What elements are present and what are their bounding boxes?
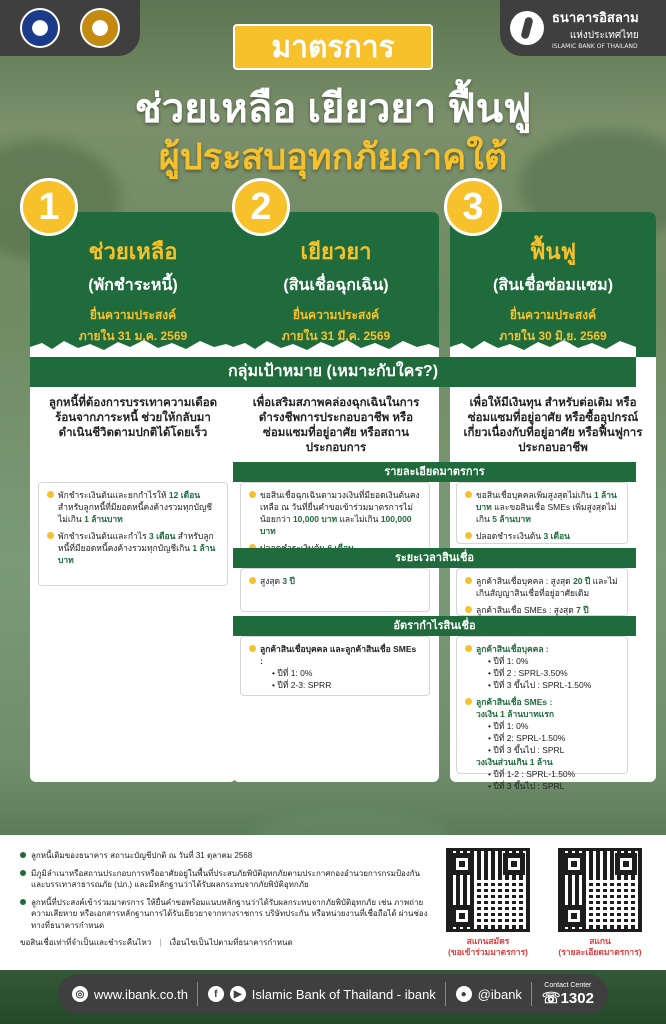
qr-apply[interactable] bbox=[440, 848, 536, 958]
agency-seal-icon bbox=[80, 8, 120, 48]
qr-code-icon[interactable] bbox=[446, 848, 530, 932]
rate-card-recovery bbox=[456, 636, 628, 791]
qr-label: สแกน bbox=[589, 936, 611, 946]
target-text-relief: ลูกหนี้ที่ต้องการบรรเทาความเดือดร้อนจากภาระหนี้ ช่วยให้กลับมาดำเนินชีวิตตามปกติได้โดยเร็ว bbox=[48, 397, 218, 439]
bullet-icon bbox=[47, 532, 54, 539]
target-text-recovery: เพื่อให้มีเงินทุน สำหรับต่อเติม หรือซ่อมแซมที่อยู่อาศัย หรือซื้ออุปกรณ์เกี่ยวเนื่องกับที่อยู่อาศัย หรือฟื้นฟูการประกอบอาชีพ bbox=[463, 397, 643, 454]
detail-item: ขอสินเชื่อบุคคลเพิ่มสูงสุดไม่เกิน 1 ล้านบาท และขอสินเชื่อ SMEs เพิ่มสูงสุดไม่เกิน 5 ล้านบาท bbox=[465, 489, 619, 525]
details-card-remedy bbox=[240, 482, 430, 550]
ministry-seal-icon bbox=[20, 8, 60, 48]
phone-number: ☏1302 bbox=[541, 989, 594, 1007]
details-heading: รายละเอียดมาตรการ bbox=[233, 462, 636, 482]
deadline-label: ยื่นความประสงค์ bbox=[89, 308, 177, 322]
step-number-3: 3 bbox=[444, 178, 502, 236]
disclaimer-borrow: ขอสินเชื่อเท่าที่จำเป็นและชำระคืนไหว bbox=[20, 938, 152, 947]
bullet-icon bbox=[465, 645, 472, 652]
partner-logos bbox=[0, 0, 140, 56]
bullet-icon bbox=[465, 606, 472, 613]
bullet-icon bbox=[20, 899, 26, 905]
divider bbox=[445, 982, 446, 1006]
detail-item: ลูกค้าสินเชื่อ SMEs : วงเงิน 1 ล้านบาทแรก • ปีที่ 1: 0% • ปีที่ 2: SPRL-1.50% • ปีที่ 3 ขึ้นไป : SPRL วงเงินส่วนเกิน 1 ล้าน • ปีที่ 1-2 : SPRL-1.50% • ปีที่ 3 ขึ้นไป : SPRL bbox=[465, 696, 619, 792]
deadline-date: ภายใน 30 มิ.ย. 2569 bbox=[499, 329, 607, 343]
condition-item: ลูกหนี้เดิมของธนาคาร สถานะบัญชีปกติ ณ วันที่ 31 ตุลาคม 2568 bbox=[20, 850, 430, 862]
website-link[interactable]: ◎ www.ibank.co.th bbox=[72, 986, 188, 1002]
rate-card-remedy bbox=[240, 636, 430, 696]
condition-item: มีภูมิลำเนาหรือสถานประกอบการหรืออาศัยอยู่ในพื้นที่ประสบภัยพิบัติอุทกภัยตามประกาศกองอำนวยการกรมป้องกันและบรรเทาสาธารณภัย (ปภ.) และมีหลักฐานว่าได้รับผลกระทบจากภัยพิบัติอุทกภัย bbox=[20, 868, 430, 891]
qr-label: สแกนสมัคร bbox=[466, 936, 510, 946]
column-title: เยียวยา bbox=[300, 239, 372, 264]
bank-name-th-2: แห่งประเทศไทย bbox=[569, 29, 639, 41]
bullet-icon bbox=[465, 491, 472, 498]
line-chat-icon: ● bbox=[456, 986, 472, 1002]
column-title: ช่วยเหลือ bbox=[88, 239, 178, 264]
deadline-date: ภายใน 31 ม.ค. 2569 bbox=[78, 329, 188, 343]
detail-item: ลูกค้าสินเชื่อ SMEs : สูงสุด 7 ปี bbox=[465, 604, 619, 616]
measure-badge: มาตรการ bbox=[233, 24, 433, 70]
detail-item: พักชำระเงินต้นและยกกำไรให้ 12 เดือน สำหรับลูกหนี้ที่มียอดหนี้คงค้างรวมทุกบัญชีไม่เกิน 1 ล้านบาท bbox=[47, 489, 219, 525]
bullet-icon bbox=[249, 491, 256, 498]
facebook-icon: f bbox=[208, 986, 224, 1002]
bullet-icon bbox=[249, 577, 256, 584]
social-link[interactable]: f ▶ Islamic Bank of Thailand - ibank bbox=[208, 986, 436, 1002]
detail-item: ปลอดชำระเงินต้น 3 เดือน bbox=[465, 530, 619, 542]
step-number-2: 2 bbox=[232, 178, 290, 236]
details-card-recovery bbox=[456, 482, 628, 544]
bullet-icon bbox=[465, 577, 472, 584]
step-number-1: 1 bbox=[20, 178, 78, 236]
detail-item: พักชำระเงินต้นและกำไร 3 เดือน สำหรับลูกหนี้ที่มียอดหนี้คงค้างรวมทุกบัญชีเกิน 1 ล้านบาท bbox=[47, 530, 219, 566]
globe-icon: ◎ bbox=[72, 986, 88, 1002]
deadline-label: ยื่นความประสงค์ bbox=[292, 308, 380, 322]
target-group-heading: กลุ่มเป้าหมาย (เหมาะกับใคร?) bbox=[30, 357, 636, 387]
youtube-icon: ▶ bbox=[230, 986, 246, 1002]
qr-sublabel: (รายละเอียดมาตรการ) bbox=[558, 947, 642, 957]
wave-divider bbox=[450, 335, 636, 357]
detail-item: ลูกค้าสินเชื่อบุคคล และลูกค้าสินเชื่อ SMEs : • ปีที่ 1: 0% • ปีที่ 2-3: SPRR bbox=[249, 643, 421, 691]
column-subtitle: (พักชำระหนี้) bbox=[88, 277, 178, 294]
conditions-list: ลูกหนี้เดิมของธนาคาร สถานะบัญชีปกติ ณ วันที่ 31 ตุลาคม 2568 มีภูมิลำเนาหรือสถานประกอบการหรืออาศัยอยู่ในพื้นที่ประสบภัยพิบัติอุทกภัยตามประกาศกองอำนวยการกรมป้องกันและบรรเทาสาธารณภัย (ปภ.) และมีหลักฐานว่าได้รับผลกระทบจากภัยพิบัติอุทกภัย ลูกหนี้ที่ประสงค์เข้าร่วมมาตรการ ให้ยื่นคำขอพร้อมแนบหลักฐานว่าได้รับผลกระทบจากภัยพิบัติอุทกภัย เช่น ภาพถ่ายความเสียหาย หรือเอกสารหลักฐานการได้รับเยียวยาจากทางราชการ บริษัทประกัน หรือหน่วยงานที่เชื่อถือได้ ผ่านช่องทางที่ธนาคารกำหนด ขอสินเชื่อเท่าที่จำเป็นและชำระคืนไหว | เงื่อนไขเป็นไปตามที่ธนาคารกำหนด bbox=[20, 850, 430, 949]
wave-divider bbox=[30, 335, 236, 357]
line-link[interactable]: ● @ibank bbox=[456, 986, 522, 1002]
condition-item: ลูกหนี้ที่ประสงค์เข้าร่วมมาตรการ ให้ยื่นคำขอพร้อมแนบหลักฐานว่าได้รับผลกระทบจากภัยพิบัติอุทกภัย เช่น ภาพถ่ายความเสียหาย หรือเอกสารหลักฐานการได้รับเยียวยาจากทางราชการ บริษัทประกัน หรือหน่วยงานที่เชื่อถือได้ ผ่านช่องทางที่ธนาคารกำหนด bbox=[20, 897, 430, 932]
footer-bar bbox=[58, 974, 608, 1014]
deadline-date: ภายใน 31 มี.ค. 2569 bbox=[281, 329, 391, 343]
term-card-recovery bbox=[456, 568, 628, 616]
divider bbox=[531, 982, 532, 1006]
bullet-icon bbox=[47, 491, 54, 498]
detail-item: ลูกค้าสินเชื่อบุคคล : สูงสุด 20 ปี และไม่เกินสัญญาสินเชื่อที่อยู่อาศัยเดิม bbox=[465, 575, 619, 599]
bullet-icon bbox=[20, 852, 26, 858]
wave-divider bbox=[233, 335, 439, 357]
detail-item: ลูกค้าสินเชื่อบุคคล : • ปีที่ 1: 0% • ปีที่ 2 : SPRL-3.50% • ปีที่ 3 ขึ้นไป : SPRL-1.50% bbox=[465, 643, 619, 691]
phone-icon: ☏ bbox=[541, 989, 561, 1007]
term-card-remedy bbox=[240, 568, 430, 612]
page-subtitle: ผู้ประสบอุทกภัยภาคใต้ bbox=[158, 136, 508, 177]
detail-item: ขอสินเชื่อฉุกเฉินตามวงเงินที่มียอดเงินต้นคงเหลือ ณ วันที่ยื่นคำขอเข้าร่วมมาตรการไม่น้อยกว่า 10,000 บาท และไม่เกิน 100,000 บาท bbox=[249, 489, 421, 537]
disclaimer-terms: เงื่อนไขเป็นไปตามที่ธนาคารกำหนด bbox=[169, 938, 293, 947]
bullet-icon bbox=[465, 532, 472, 539]
column-subtitle: (สินเชื่อซ่อมแซม) bbox=[492, 277, 614, 294]
deadline-label: ยื่นความประสงค์ bbox=[509, 308, 597, 322]
qr-sublabel: (ขอเข้าร่วมมาตรการ) bbox=[448, 947, 528, 957]
page-title: ช่วยเหลือ เยียวยา ฟื้นฟู bbox=[134, 87, 532, 131]
details-card-relief bbox=[38, 482, 228, 586]
bank-logo-icon bbox=[510, 11, 544, 45]
contact-center[interactable]: Contact Center ☏1302 bbox=[541, 981, 594, 1007]
qr-code-icon[interactable] bbox=[558, 848, 642, 932]
column-title: ฟื้นฟู bbox=[529, 239, 577, 264]
bullet-icon bbox=[20, 870, 26, 876]
bank-logo bbox=[500, 0, 666, 56]
bank-name-th: ธนาคารอิสลาม bbox=[552, 9, 639, 25]
qr-details[interactable] bbox=[552, 848, 648, 958]
bullet-icon bbox=[249, 645, 256, 652]
bank-name-en: ISLAMIC BANK OF THAILAND bbox=[552, 42, 638, 50]
bullet-icon bbox=[465, 698, 472, 705]
detail-item: สูงสุด 3 ปี bbox=[249, 575, 421, 587]
loan-term-heading: ระยะเวลาสินเชื่อ bbox=[233, 548, 636, 568]
profit-rate-heading: อัตรากำไรสินเชื่อ bbox=[233, 616, 636, 636]
column-subtitle: (สินเชื่อฉุกเฉิน) bbox=[283, 277, 389, 294]
target-text-remedy: เพื่อเสริมสภาพคล่องฉุกเฉินในการดำรงชีพการประกอบอาชีพ หรือซ่อมแซมที่อยู่อาศัย หรือสถานประกอบการ bbox=[252, 397, 420, 454]
divider bbox=[197, 982, 198, 1006]
